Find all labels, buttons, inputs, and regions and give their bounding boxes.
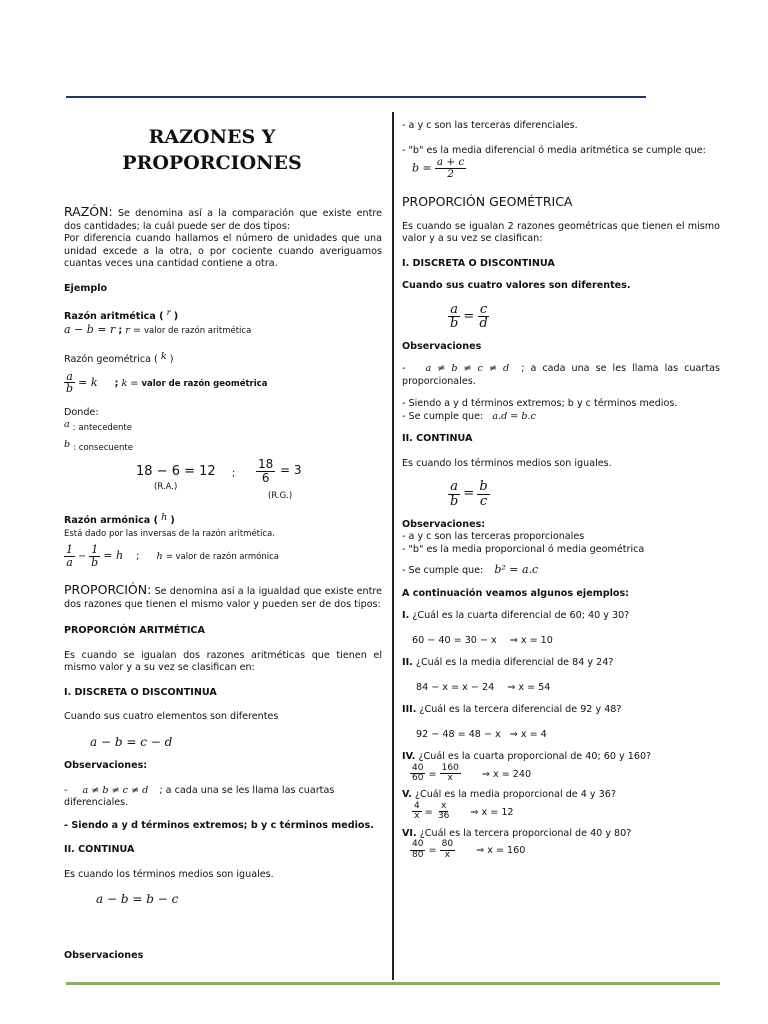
bottom-rule: [66, 982, 720, 985]
ejemplo-1-solution: [412, 635, 720, 648]
ejemplo-6-num-1: 40: [412, 839, 424, 850]
rh-semicolon: ;: [136, 551, 140, 563]
pg-frac2-den: d: [479, 316, 488, 332]
pg-frac1-den: b: [450, 316, 459, 332]
pa-obs-line: [64, 785, 382, 810]
consecuente-text: : consecuente: [73, 442, 133, 453]
rg-fraction: [64, 371, 75, 395]
ejemplo-3-equation: 92 − 48 = 48 − x: [416, 728, 501, 740]
rg-semicolon: ;: [114, 377, 119, 389]
ejemplo-5-fraction-2: [436, 802, 451, 822]
rg-example-equals: = 3: [280, 463, 302, 478]
pg-obs-5: - a y c son las terceras proporcionales: [402, 531, 585, 543]
razon-paragraph: [64, 206, 382, 233]
pg-obs-text: ; a cada una se les llama las cuartas proporcionales.: [402, 363, 720, 387]
razon-text: Se denomina así a la comparación que existe entre dos cantidades; la cuál puede ser de dos tipos:: [64, 208, 382, 232]
pg-obs-dash: -: [402, 363, 406, 375]
pg-discreta-text: Cuando sus cuatro valores son diferentes.: [402, 280, 631, 292]
pg-observaciones-2: Observaciones:: [402, 518, 486, 530]
ejemplo-5-question: [402, 789, 720, 802]
ejemplo-6-text: ¿Cuál es la tercera proporcional de 40 y 80?: [419, 827, 632, 839]
ejemplo-6-result: ⇒ x = 160: [476, 845, 526, 857]
pa-continua-heading: II. CONTINUA: [64, 844, 135, 856]
pg-observaciones: Observaciones: [402, 340, 482, 352]
rg-example-denominator: 6: [261, 470, 270, 485]
ejemplo-6-number: VI.: [402, 827, 417, 839]
rg-numerator: a: [66, 369, 73, 383]
ejemplo-2-solution: [416, 682, 720, 695]
ejemplo-6-fraction-2: [440, 840, 455, 860]
rg-label-line: [64, 351, 382, 367]
media-fraction: [435, 157, 467, 180]
ejemplo-4-num-2: 160: [441, 762, 459, 773]
media-diferencial-formula: [412, 157, 720, 180]
pa-continua-text: Es cuando los términos medios son iguales.: [64, 868, 274, 880]
ejemplo-3-solution: [416, 729, 720, 742]
pg-cont-fraction-1: [448, 480, 460, 508]
rh-label: Razón armónica (: [64, 515, 159, 527]
ejemplo-4-num-1: 40: [412, 762, 424, 773]
pa-obs-text: ; a cada una se les llama las cuartas diferenciales.: [64, 784, 335, 809]
proporcion-heading: PROPORCIÓN:: [64, 582, 152, 598]
ejemplo-label: Ejemplo: [64, 282, 108, 294]
rh-symbol-2: h: [156, 551, 163, 563]
ra-symbol-2: r: [125, 324, 130, 336]
title-line-2: PROPORCIONES: [122, 152, 302, 174]
rg-formula-line: [64, 371, 382, 395]
ejemplo-5-result: ⇒ x = 12: [470, 806, 514, 818]
pg-cont-fraction-2: [477, 480, 489, 508]
pa-continua-formula: a − b = b − c: [96, 892, 179, 907]
consecuente-symbol: b: [64, 438, 71, 450]
rh-description: = valor de razón armónica: [165, 552, 279, 563]
rh-text: Está dado por las inversas de la razón aritmética.: [64, 528, 275, 539]
pa-observaciones-2: Observaciones: [64, 949, 144, 961]
pg-heading: PROPORCIÓN GEOMÉTRICA: [402, 194, 573, 210]
proporcion-text: Se denomina así a la igualdad que existe entre dos razones que tienen el mismo valor y pueden ser de dos tipos:: [64, 586, 382, 610]
antecedente-text: : antecedente: [72, 423, 132, 434]
ejemplo-5-num-2: x: [440, 800, 447, 811]
rh-fraction-1: [64, 544, 75, 568]
pa-discreta-formula: a − b = c − d: [90, 734, 173, 749]
pg-cont-equals: =: [463, 486, 475, 502]
ejemplo-6-equals: =: [428, 845, 437, 857]
pg-obs-3-formula: a.d = b.c: [492, 410, 536, 422]
rh-denominator-1: a: [66, 555, 73, 569]
rg-eq: =: [130, 377, 139, 389]
ejemplo-2-number: II.: [402, 657, 413, 669]
example-separator: ;: [232, 468, 236, 480]
razon-text-2: Por diferencia cuando hallamos el número de unidades que una unidad excede a la otra, o por cociente cuando averiguamos cuantas veces una cantidad contiene a otra.: [64, 233, 382, 269]
rg-example-label: (R.G.): [268, 491, 293, 502]
ejemplo-5-num-1: 4: [414, 800, 420, 811]
pg-obs-7-formula: b² = a.c: [494, 563, 539, 577]
pg-frac1-num: a: [450, 301, 459, 317]
ejemplo-5-fraction-1: [412, 802, 422, 822]
ejemplo-2-equation: 84 − x = x − 24: [416, 681, 495, 693]
pg-obs-line: [402, 363, 720, 388]
ejemplo-4-text: ¿Cuál es la cuarta proporcional de 40; 60 y 160?: [418, 751, 652, 763]
ejemplo-4-fraction-1: [410, 764, 425, 784]
ejemplo-5-equals: =: [424, 806, 433, 818]
pa-obs-2: - Siendo a y d términos extremos; b y c términos medios.: [64, 819, 374, 831]
consecuente-line: [64, 439, 382, 455]
pg-discreta-formula: [448, 303, 720, 331]
pa-text: Es cuando se igualan dos razones aritméticas que tienen el mismo valor y a su vez se clasifican en:: [64, 649, 382, 674]
rh-numerator-1: 1: [66, 543, 73, 557]
pg-obs-3-line: [402, 411, 720, 424]
ejemplo-5-number: V.: [402, 789, 412, 801]
rg-close: ): [169, 354, 174, 365]
ra-close: ): [173, 311, 179, 322]
ejemplo-1-text: ¿Cuál es la cuarta diferencial de 60; 40 y 30?: [412, 610, 630, 622]
ejemplo-4-question: [402, 751, 720, 764]
right-obs-2: - "b" es la media diferencial ó media aritmética se cumple que:: [402, 144, 706, 156]
rh-fraction-2: [89, 544, 100, 568]
ejemplo-5-den-1: x: [414, 811, 420, 822]
ra-eq: =: [132, 324, 141, 336]
pg-cont-frac1-num: a: [450, 479, 459, 495]
rh-label-line: [64, 512, 382, 528]
ejemplo-3-text: ¿Cuál es la tercera diferencial de 92 y 48?: [419, 704, 622, 716]
ejemplo-4-equals: =: [428, 768, 437, 780]
ra-label-line: [64, 307, 382, 324]
pg-text: Es cuando se igualan 2 razones geométricas que tienen el mismo valor y a su vez se clasifican:: [402, 220, 720, 245]
ejemplo-4-result: ⇒ x = 240: [481, 768, 532, 780]
pa-observaciones: Observaciones:: [64, 760, 148, 772]
ejemplo-4-den-2: x: [447, 773, 453, 784]
pa-heading: PROPORCIÓN ARITMÉTICA: [64, 625, 205, 637]
media-numerator: a + c: [436, 156, 465, 168]
ejemplo-3-result: ⇒ x = 4: [509, 728, 547, 740]
pg-equals: =: [463, 308, 475, 324]
rg-description: valor de razón geométrica: [141, 378, 268, 389]
right-obs-1: - a y c son las terceras diferenciales.: [402, 120, 578, 131]
ejemplo-5-solution: [412, 802, 720, 822]
ra-example-label: (R.A.): [154, 482, 178, 493]
ejemplo-2-text: ¿Cuál es la media diferencial de 84 y 24?: [415, 657, 614, 669]
ejemplo-3-number: III.: [402, 704, 417, 716]
ra-formula-line: [64, 324, 382, 338]
antecedente-symbol: a: [64, 419, 70, 431]
ejemplo-5-den-2: 36: [437, 811, 450, 822]
antecedente-line: [64, 419, 382, 435]
pg-obs-2: - Siendo a y d términos extremos; b y c términos medios.: [402, 398, 678, 410]
rg-symbol-2: k: [121, 377, 128, 389]
rg-example-numerator: 18: [258, 457, 274, 472]
proporcion-paragraph: [64, 584, 382, 611]
left-column: [64, 120, 382, 962]
rh-symbol: h: [161, 512, 168, 524]
rg-symbol: k: [160, 351, 167, 362]
ejemplo-1-number: I.: [402, 610, 410, 622]
pa-discreta-heading: I. DISCRETA O DISCONTINUA: [64, 686, 217, 698]
top-rule: [66, 96, 646, 98]
rg-example-fraction: [256, 458, 275, 484]
rh-formula-line: [64, 544, 382, 568]
title-line-1: RAZONES Y: [148, 126, 276, 148]
pg-cont-frac2-den: c: [479, 493, 488, 509]
rh-equals-h: = h: [103, 549, 124, 563]
ra-label: Razón aritmética (: [64, 311, 164, 322]
ejemplo-4-fraction-2: [440, 764, 461, 784]
pg-fraction-1: [448, 303, 460, 331]
page-title: [64, 124, 360, 176]
pg-frac2-num: c: [479, 301, 488, 317]
ra-example: 18 − 6 = 12: [136, 464, 216, 480]
ejemplo-6-solution: [410, 840, 720, 860]
pa-obs-formula: a ≠ b ≠ c ≠ d: [82, 784, 149, 796]
rh-numerator-2: 1: [91, 543, 99, 557]
column-divider: [392, 112, 394, 980]
ra-semicolon: ;: [118, 324, 123, 336]
ejemplo-5-text: ¿Cuál es la media proporcional de 4 y 36?: [414, 789, 616, 801]
ejemplo-4-solution: [410, 764, 720, 784]
pa-obs-dash: -: [64, 784, 68, 796]
ejemplo-1-result: ⇒ x = 10: [509, 634, 553, 646]
rh-denominator-2: b: [91, 555, 99, 569]
pg-obs-3: - Se cumple que:: [402, 410, 484, 422]
rg-equals-k: = k: [78, 375, 98, 389]
pg-continua-heading: II. CONTINUA: [402, 433, 473, 445]
right-column: [402, 120, 720, 860]
ejemplo-2-result: ⇒ x = 54: [507, 681, 551, 693]
pg-continua-formula: [448, 480, 720, 508]
ra-symbol: r: [166, 308, 171, 318]
ra-formula: a − b = r: [64, 322, 116, 336]
ejemplos-heading: A continuación veamos algunos ejemplos:: [402, 587, 630, 599]
ra-description: valor de razón aritmética: [144, 325, 252, 336]
ejemplo-1-question: [402, 610, 720, 623]
ejemplo-4-den-1: 60: [412, 773, 424, 784]
pg-discreta-heading: I. DISCRETA O DISCONTINUA: [402, 257, 555, 269]
pg-continua-text: Es cuando los términos medios son iguales.: [402, 457, 612, 469]
ejemplo-6-den-2: x: [444, 849, 451, 860]
pg-obs-7-line: [402, 564, 720, 578]
ejemplo-1-equation: 60 − 40 = 30 − x: [412, 634, 497, 646]
ejemplo-4-number: IV.: [402, 751, 416, 763]
donde-label: Donde:: [64, 406, 99, 418]
pg-cont-frac1-den: b: [450, 493, 459, 509]
razon-heading: RAZÓN:: [64, 204, 113, 219]
ejemplo-3-question: [402, 704, 720, 717]
pg-obs-6: - "b" es la media proporcional ó media geométrica: [402, 543, 645, 555]
rg-label: Razón geométrica (: [64, 354, 158, 365]
pg-fraction-2: [477, 303, 489, 331]
pg-obs-7: - Se cumple que:: [402, 565, 484, 577]
pa-discreta-text: Cuando sus cuatro elementos son diferentes: [64, 711, 279, 723]
rh-close: ): [170, 515, 175, 527]
rh-minus: −: [78, 551, 87, 563]
media-denominator: 2: [447, 168, 454, 181]
pg-obs-formula: a ≠ b ≠ c ≠ d: [425, 363, 510, 375]
rg-denominator: b: [66, 382, 74, 396]
pg-cont-frac2-num: b: [479, 479, 488, 495]
examples-block: [64, 456, 382, 506]
ejemplo-6-fraction-1: [410, 840, 425, 860]
ejemplo-6-den-1: 80: [412, 849, 424, 860]
b-equals: b =: [412, 161, 432, 175]
ejemplo-2-question: [402, 657, 720, 670]
ejemplo-6-num-2: 80: [441, 839, 454, 850]
